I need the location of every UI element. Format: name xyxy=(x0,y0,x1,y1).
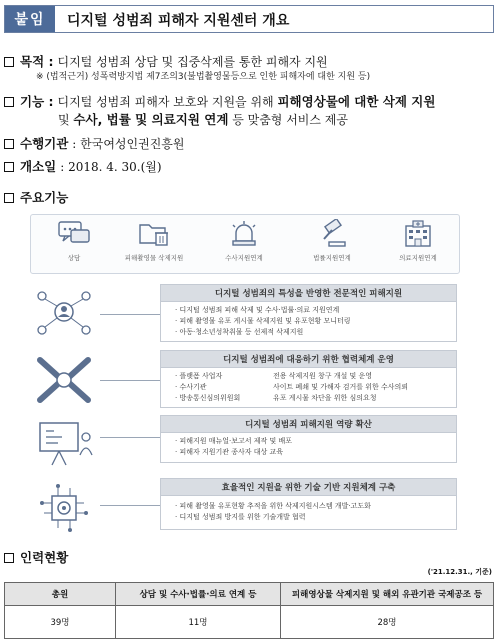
function-line-1 xyxy=(4,92,435,110)
connector-line xyxy=(100,437,160,438)
row-2-pair xyxy=(161,371,456,382)
purpose-note: ※ (법적근거) 성폭력방지법 제7조의3(불법촬영물등으로 인한 피해자에 대한 지원 등) xyxy=(36,72,371,82)
row-3-line: · 피해자 지원기관 종사자 대상 교육 xyxy=(175,448,284,456)
presentation-board-icon xyxy=(32,415,96,475)
function-caption: 피해촬영물 삭제지원 xyxy=(124,254,184,262)
function-caption: 법률지원연계 xyxy=(313,254,351,262)
purpose-text: 디지털 성범죄 상담 및 집중삭제를 통한 피해자 지원 xyxy=(57,55,328,69)
function-text-3: 등 맞춤형 서비스 제공 xyxy=(228,113,348,127)
table-header: 상담 및 수사·법률·의료 연계 등 xyxy=(116,583,281,606)
table-header: 피해영상물 삭제지원 및 해외 유관기관 국제공조 등 xyxy=(281,583,494,606)
row-4-title: 효율적인 지원을 위한 기술 기반 지원체계 구축 xyxy=(160,478,457,496)
checkbox-square-icon xyxy=(4,162,14,172)
partner-name: · 플랫폼 사업자 xyxy=(175,372,223,380)
checkbox-square-icon xyxy=(4,193,14,203)
connector-line xyxy=(100,380,160,381)
row-4-line: · 피해 촬영물 유포현황 추적을 위한 삭제지원시스템 개발·고도화 xyxy=(175,502,371,510)
row-1-body xyxy=(160,302,457,342)
function-bold-1: 피해영상물에 대한 삭제 지원 xyxy=(277,94,436,109)
partner-name: · 방송통신심의위원회 xyxy=(175,394,241,402)
table-row xyxy=(5,606,494,639)
table-header: 총원 xyxy=(5,583,116,606)
row-1-line: · 아동·청소년성착취물 등 선제적 삭제지원 xyxy=(175,328,304,336)
row-2-pair xyxy=(161,382,456,393)
staff-date-note: ('21.12.31., 기준) xyxy=(427,568,492,576)
page-title: 디지털 성범죄 피해자 지원센터 개요 xyxy=(67,13,290,29)
connector-line xyxy=(100,314,160,315)
function-caption: 수사지원연계 xyxy=(225,254,263,262)
table-cell: 28명 xyxy=(281,606,494,639)
gavel-icon xyxy=(315,219,349,249)
partner-role: 전용 삭제지원 창구 개설 및 운영 xyxy=(273,372,373,380)
function-bold-2: 수사, 법률 및 의료지원 연계 xyxy=(73,112,229,127)
checkbox-square-icon xyxy=(4,97,14,107)
opening-text: : 2018. 4. 30.(월) xyxy=(60,160,162,174)
partner-role: 사이트 폐쇄 및 가해자 검거를 위한 수사의뢰 xyxy=(273,383,409,391)
hospital-icon xyxy=(401,219,435,249)
hands-together-icon xyxy=(32,350,96,410)
staff-line xyxy=(4,548,68,566)
function-item-investigation xyxy=(209,219,279,262)
function-caption: 의료지원연계 xyxy=(399,254,437,262)
folder-delete-icon xyxy=(137,219,171,249)
table-header-row xyxy=(5,583,494,606)
siren-icon xyxy=(227,219,261,249)
main-functions-line xyxy=(4,188,68,206)
function-item-medical xyxy=(383,219,453,262)
function-line-2 xyxy=(58,110,348,128)
staff-table xyxy=(4,582,494,639)
checkbox-square-icon xyxy=(4,553,14,563)
row-2-body xyxy=(160,368,457,408)
function-label: 기능 : xyxy=(20,94,54,109)
network-people-icon xyxy=(32,284,96,344)
agency-label: 수행기관 xyxy=(20,136,69,151)
row-2-title: 디지털 성범죄에 대응하기 위한 협력체계 운영 xyxy=(160,350,457,368)
agency-text: : 한국여성인권진흥원 xyxy=(72,137,185,151)
chat-bubbles-icon xyxy=(57,219,91,249)
opening-line xyxy=(4,157,162,175)
function-item-counsel xyxy=(39,219,109,262)
row-1-title: 디지털 성범죄의 특성을 반영한 전문적인 피해지원 xyxy=(160,284,457,302)
connector-line xyxy=(100,505,160,506)
function-caption: 상담 xyxy=(67,254,81,262)
table-cell: 11명 xyxy=(116,606,281,639)
function-item-legal xyxy=(297,219,367,262)
row-3-line: · 피해지원 매뉴얼·보고서 제작 및 배포 xyxy=(175,437,293,445)
partner-name: · 수사기관 xyxy=(175,383,207,391)
row-1-line: · 디지털 성범죄 피해 삭제 및 수사·법률·의료 지원연계 xyxy=(175,306,340,314)
row-4-line: · 디지털 성범죄 방지를 위한 기술개발 협력 xyxy=(175,513,306,521)
function-item-delete xyxy=(119,219,189,262)
function-text-2: 및 xyxy=(58,113,74,127)
row-4-body xyxy=(160,496,457,530)
row-2-pair xyxy=(161,393,456,404)
staff-label: 인력현황 xyxy=(20,550,69,565)
tech-gear-icon xyxy=(32,478,96,538)
page-header xyxy=(4,5,494,33)
agency-line xyxy=(4,134,184,152)
partner-role: 유포 게시물 차단을 위한 심의요청 xyxy=(273,394,377,402)
row-1-line: · 피해 촬영물 유포 게시물 삭제지원 및 유포현황 모니터링 xyxy=(175,317,351,325)
purpose-line xyxy=(4,52,328,70)
opening-label: 개소일 xyxy=(20,159,57,174)
main-functions-label: 주요기능 xyxy=(20,190,69,205)
purpose-label: 목적 : xyxy=(20,54,54,69)
checkbox-square-icon xyxy=(4,139,14,149)
attachment-badge: 붙임 xyxy=(5,6,55,32)
row-3-title: 디지털 성범죄 피해지원 역량 확산 xyxy=(160,415,457,433)
function-text-1: 디지털 성범죄 피해자 보호와 지원을 위해 xyxy=(57,95,278,109)
checkbox-square-icon xyxy=(4,57,14,67)
functions-icon-box xyxy=(30,214,460,274)
row-3-body xyxy=(160,433,457,463)
table-cell: 39명 xyxy=(5,606,116,639)
